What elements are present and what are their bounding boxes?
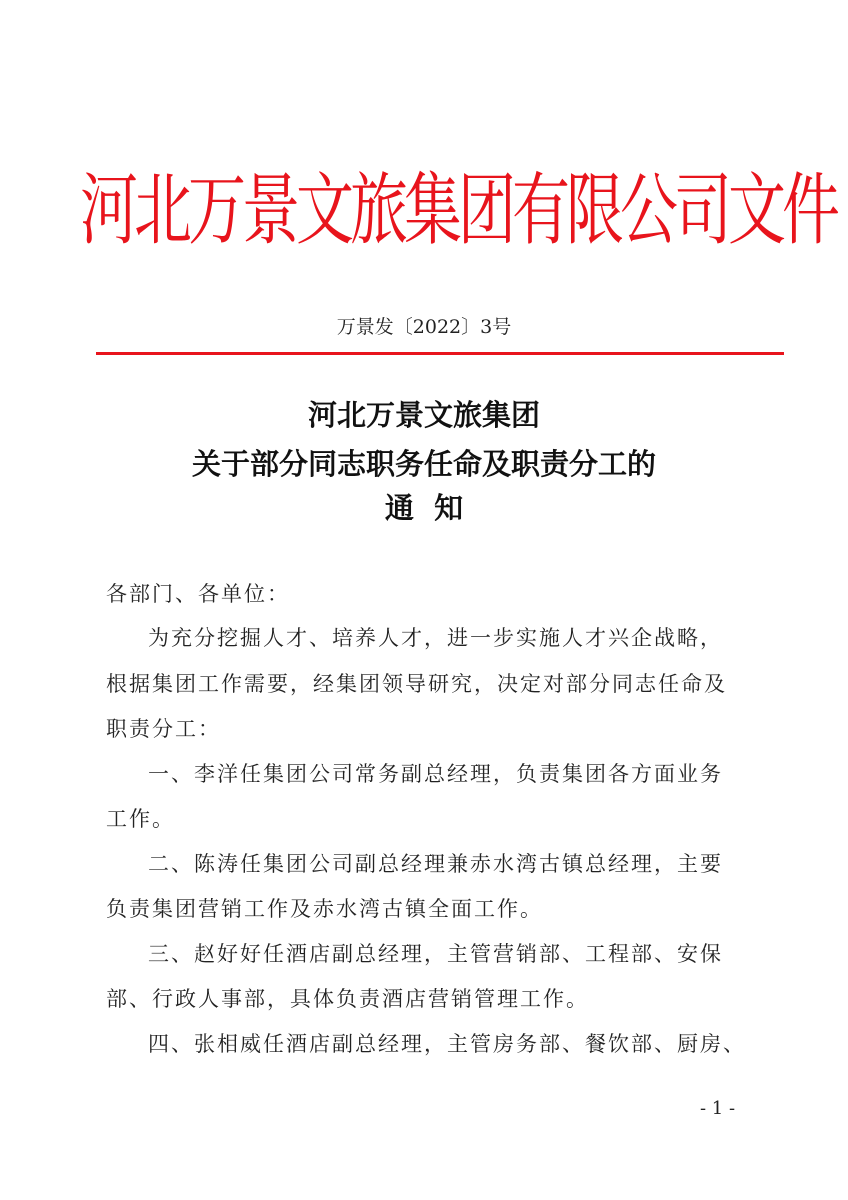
body-line: 职责分工： <box>106 717 221 741</box>
body-line: 四、张相威任酒店副总经理，主管房务部、餐饮部、厨房、 <box>148 1032 746 1056</box>
body-line: 工作。 <box>106 807 175 831</box>
body-line: 负责集团营销工作及赤水湾古镇全面工作。 <box>106 897 543 921</box>
notice-title-line-1: 河北万景文旅集团 <box>307 398 540 432</box>
body-line: 为充分挖掘人才、培养人才，进一步实施人才兴企战略， <box>148 626 723 650</box>
document-number: 万景发〔2022〕3号 <box>336 316 512 338</box>
body-line: 一、李洋任集团公司常务副总经理，负责集团各方面业务 <box>148 762 723 786</box>
red-divider-line <box>96 352 784 355</box>
body-line: 二、陈涛任集团公司副总经理兼赤水湾古镇总经理，主要 <box>148 852 723 876</box>
notice-title-line-2: 关于部分同志职务任命及职责分工的 <box>191 447 656 481</box>
notice-title-line-3: 通 知 <box>384 491 464 525</box>
body-line: 根据集团工作需要，经集团领导研究，决定对部分同志任命及 <box>106 672 727 696</box>
masthead-title: 河北万景文旅集团有限公司文件 <box>80 164 837 256</box>
page-number: - 1 - <box>700 1098 736 1119</box>
body-line: 三、赵好好任酒店副总经理，主管营销部、工程部、安保 <box>148 942 723 966</box>
body-line: 部、行政人事部，具体负责酒店营销管理工作。 <box>106 987 589 1011</box>
salutation: 各部门、各单位： <box>106 582 290 606</box>
